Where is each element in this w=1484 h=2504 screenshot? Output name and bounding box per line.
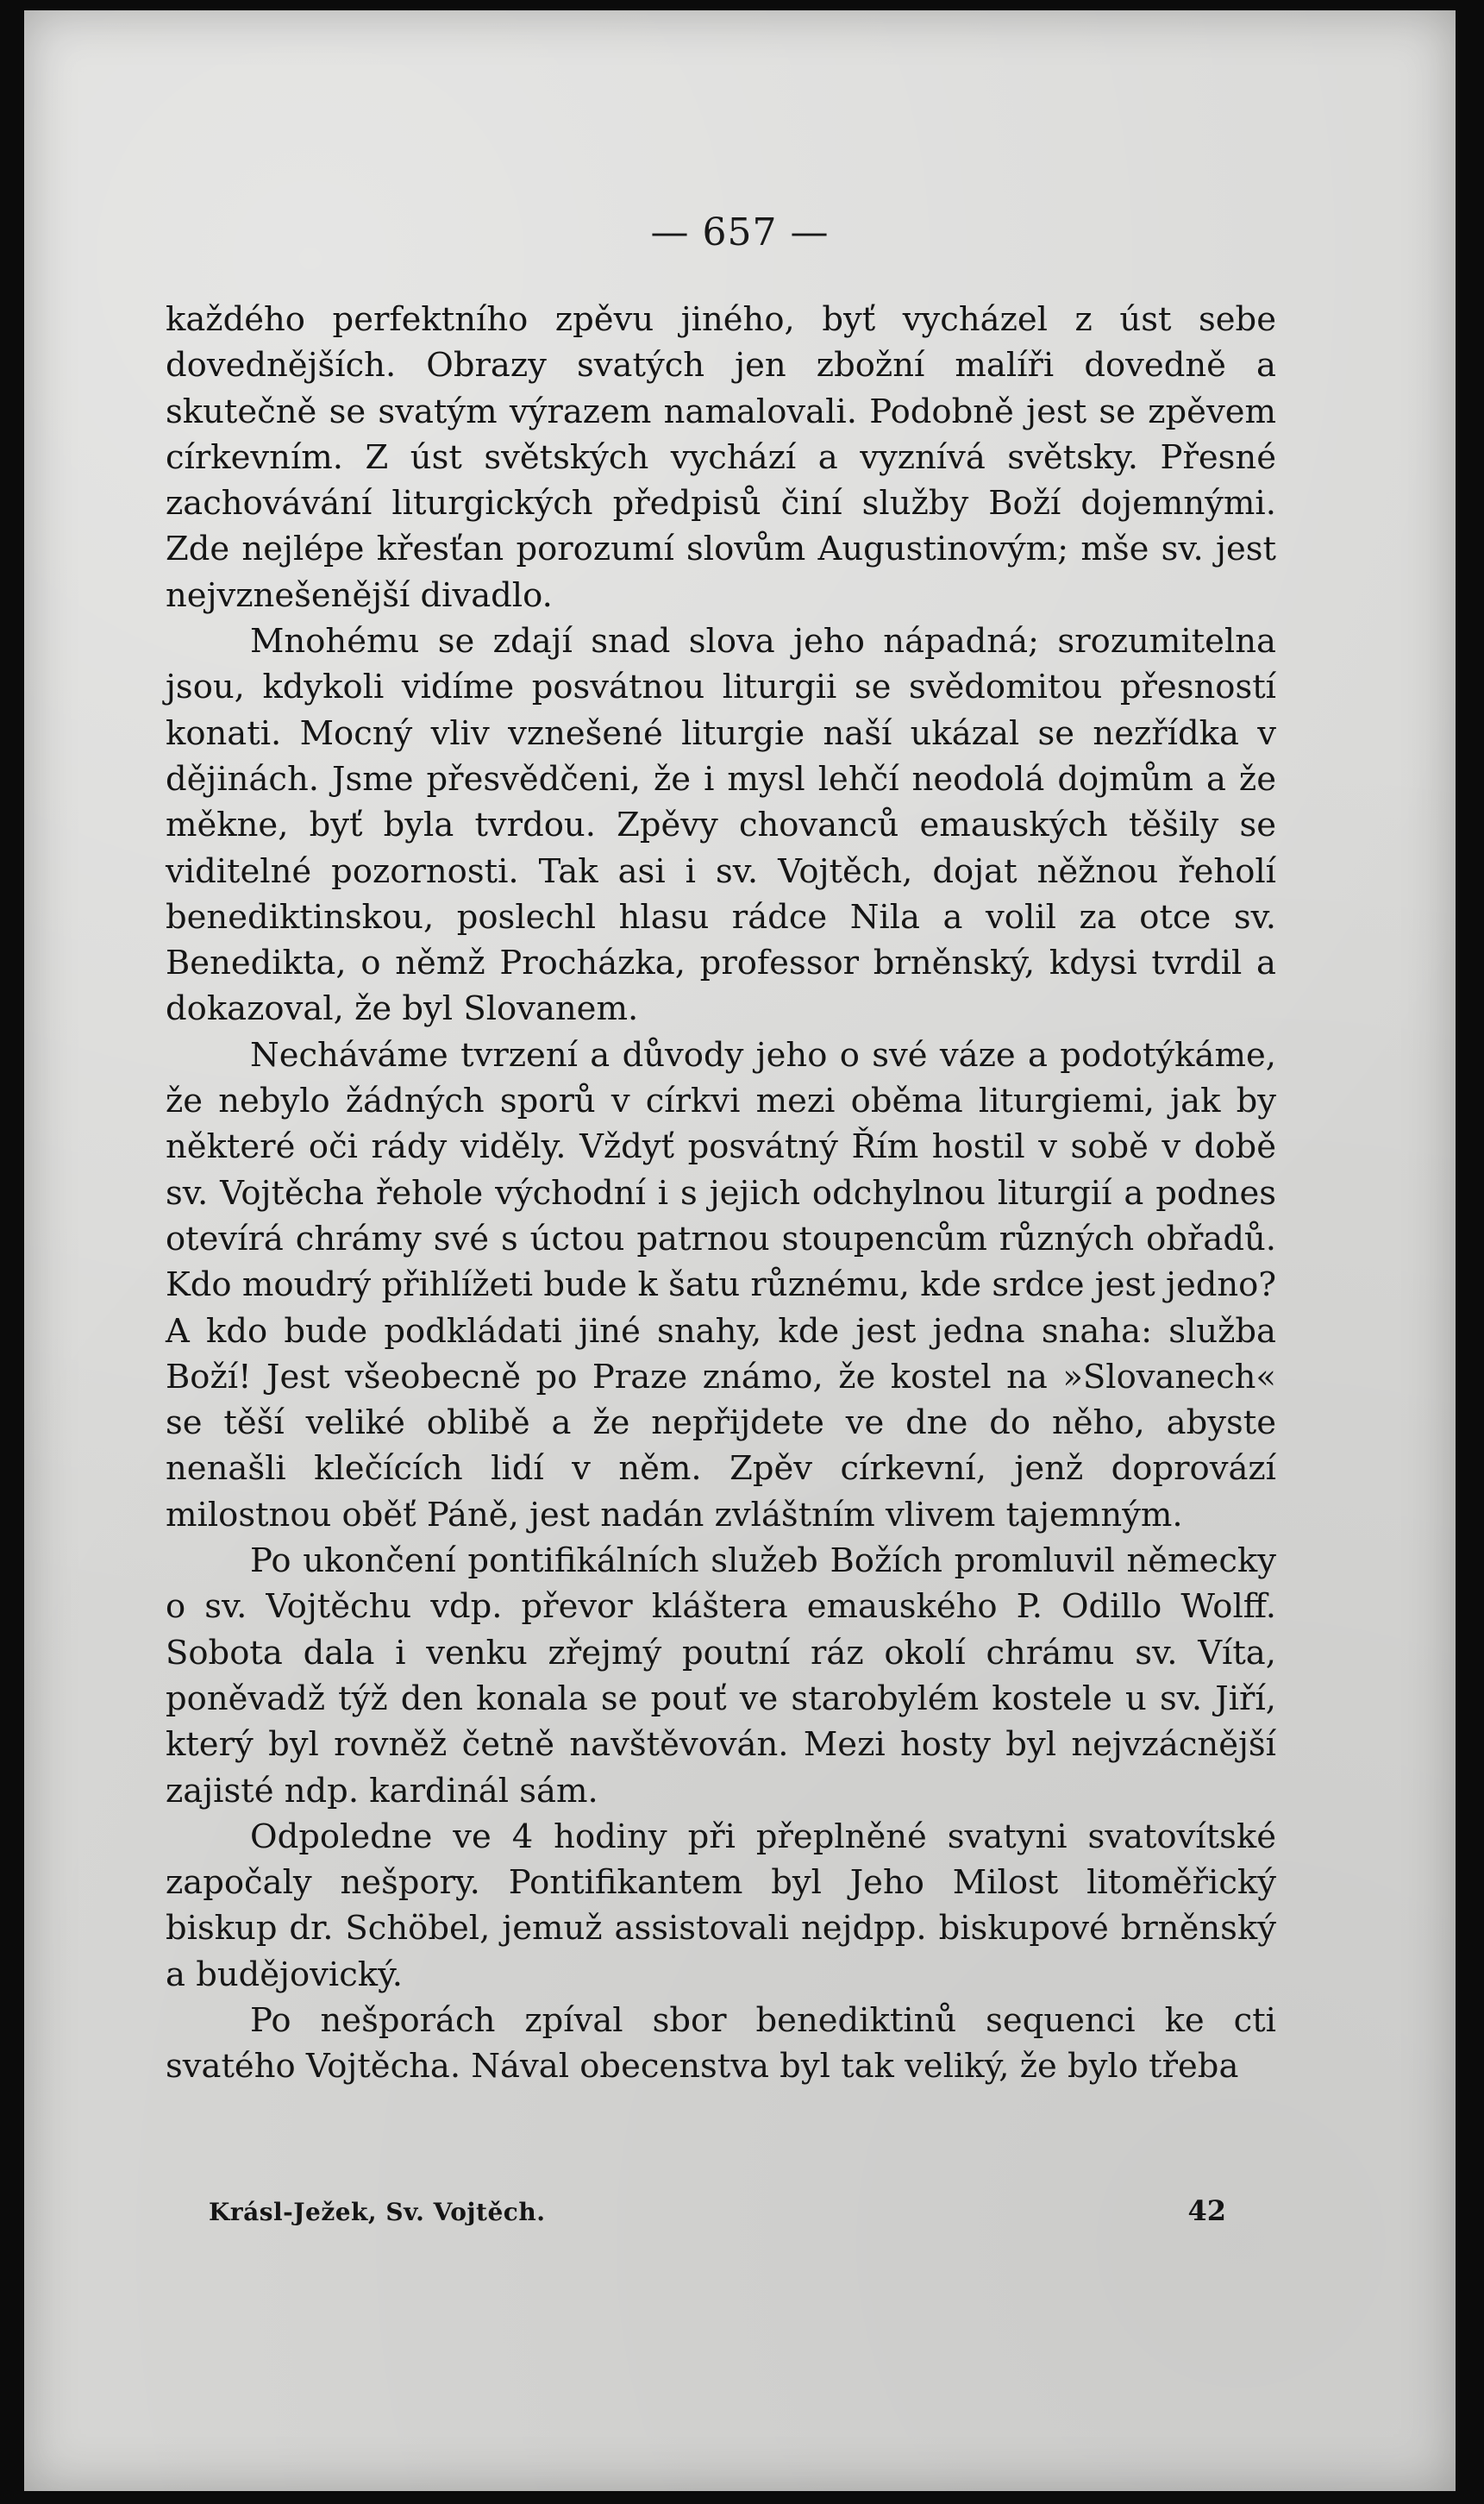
paragraph-1: každého perfektního zpěvu jiného, byť vycházel z úst sebe dovednějších. Obrazy svatých jen zbožní malíři dovedně a skutečně se svatým výrazem namalovali. Podobně jest se zpěvem církevním. Z úst světských vychází a vyznívá světsky. Přesné zachovávání liturgických předpisů činí služby Boží dojemnými. Zde nejlépe křesťan porozumí slovům Augustinovým; mše sv. jest nejvznešenější divadlo. xyxy=(166,300,1276,615)
body-text xyxy=(166,297,1276,2090)
footer-source: Krásl-Ježek, Sv. Vojtěch. xyxy=(209,2198,546,2226)
paragraph-4: Po ukončení pontifikálních služeb Božích promluvil německy o sv. Vojtěchu vdp. převor kláštera emauského P. Odillo Wolff. Sobota dala i venku zřejmý poutní ráz okolí chrámu sv. Víta, poněvadž týž den konala se pouť ve starobylém kostele u sv. Jiří, který byl rovněž četně navštěvován. Mezi hosty byl nejvzácnější zajisté ndp. kardinál sám. xyxy=(166,1541,1276,1811)
book-page xyxy=(24,10,1456,2491)
paragraph-5: Odpoledne ve 4 hodiny při přeplněné svatyni svatovítské započaly nešpory. Pontifikantem byl Jeho Milost litoměřický biskup dr. Schöbel, jemuž assistovali nejdpp. biskupové brněnský a budějovický. xyxy=(166,1817,1276,1994)
paragraph-3: Necháváme tvrzení a důvody jeho o své váze a podotýkáme, že nebylo žádných sporů v církvi mezi oběma liturgiemi, jak by některé oči rády viděly. Vždyť posvátný Řím hostil v sobě v době sv. Vojtěcha řehole východní i s jejich odchylnou liturgií a podnes otevírá chrámy své s úctou patrnou stoupencům různých obřadů. Kdo moudrý přihlížeti bude k šatu různému, kde srdce jest jedno? A kdo bude podkládati jiné snahy, kde jest jedna snaha: služba Boží! Jest všeobecně po Praze známo, že kostel na »Slovanech« se těší veliké oblibě a že nepřijdete ve dne do něho, abyste nenašli klečících lidí v něm. Zpěv církevní, jenž doprovází milostnou oběť Páně, jest nadán zvláštním vlivem tajemným. xyxy=(166,1035,1276,1534)
page-footer xyxy=(209,2194,1226,2241)
page-number: — 657 — xyxy=(650,210,830,254)
paragraph-6: Po nešporách zpíval sbor benediktinů sequenci ke cti svatého Vojtěcha. Nával obecenstva byl tak veliký, že bylo třeba xyxy=(166,2000,1276,2087)
signature-mark: 42 xyxy=(1187,2194,1226,2227)
paragraph-2: Mnohému se zdají snad slova jeho nápadná; srozumitelna jsou, kdykoli vidíme posvátnou liturgii se svědomitou přesností konati. Mocný vliv vznešené liturgie naší ukázal se nezřídka v dějinách. Jsme přesvědčeni, že i mysl lehčí neodolá dojmům a že měkne, byť byla tvrdou. Zpěvy chovanců emauských těšily se viditelné pozornosti. Tak asi i sv. Vojtěch, dojat něžnou řeholí benediktinskou, poslechl hlasu rádce Nila a volil za otce sv. Benedikta, o němž Procházka, professor brněnský, kdysi tvrdil a dokazoval, že byl Slovanem. xyxy=(166,622,1276,1029)
